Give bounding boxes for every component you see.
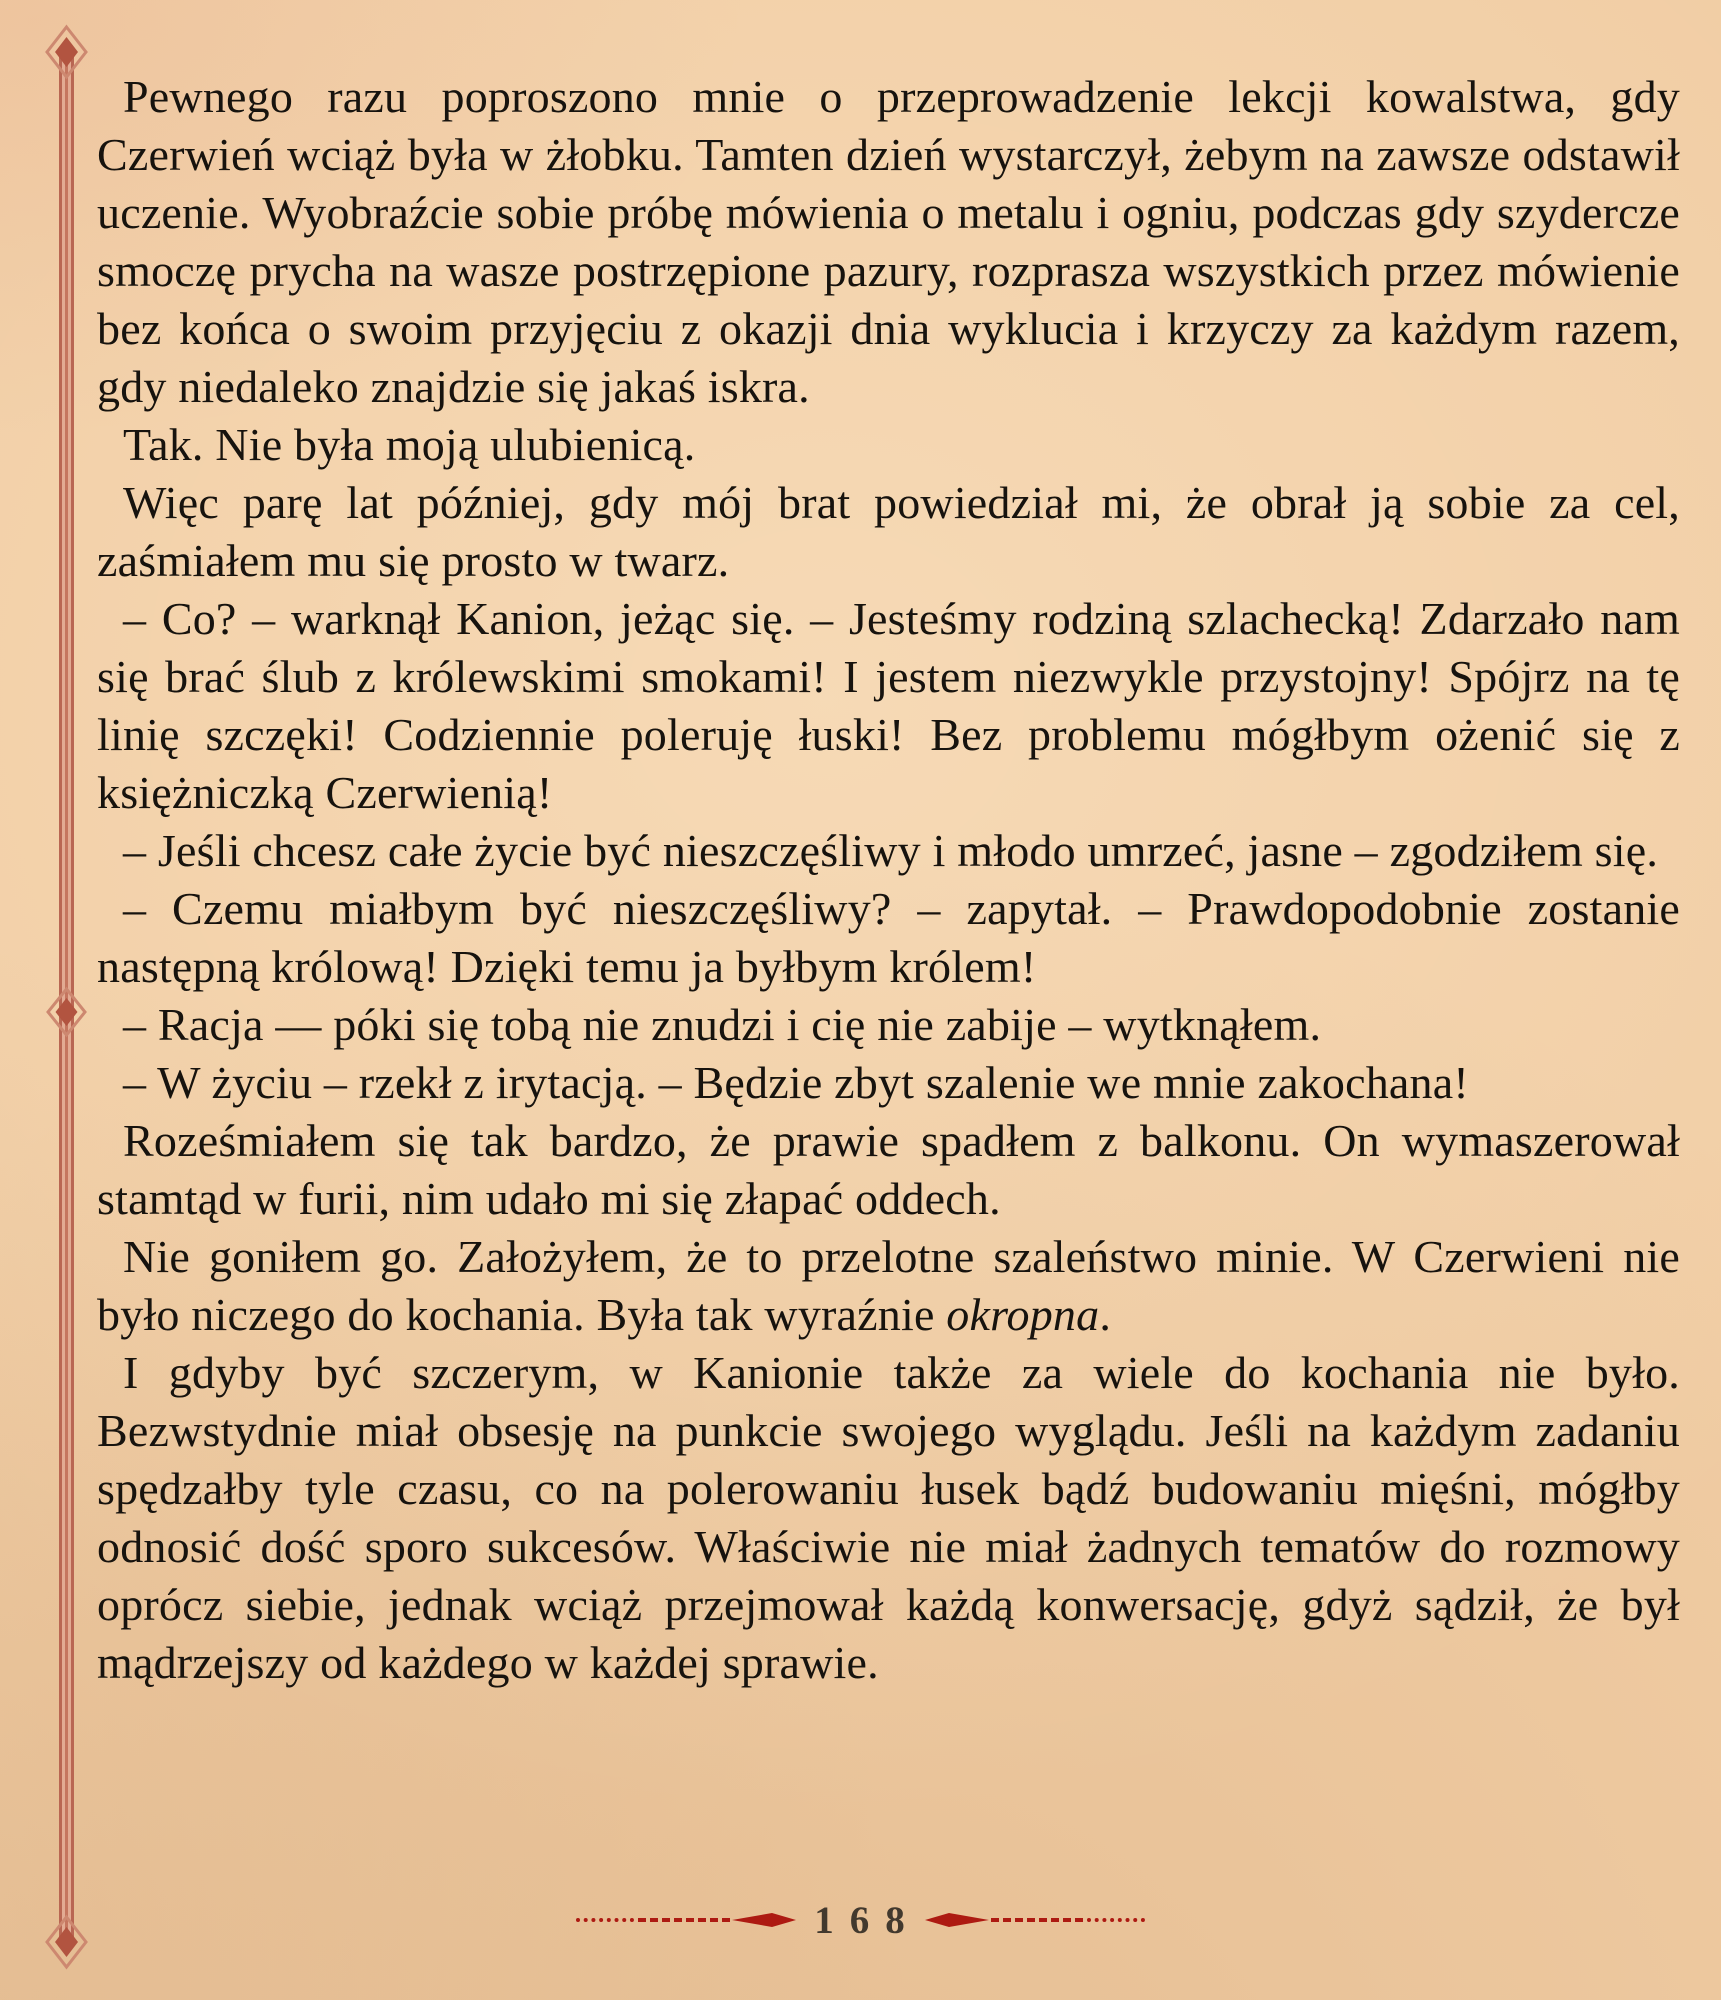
footer-dashed-line-left-icon: [638, 1918, 730, 1922]
text-run: – Racja — póki się tobą nie znudzi i cię nie zabije – wytknąłem.: [123, 999, 1322, 1050]
footer-dotted-line-left-icon: [576, 1918, 634, 1922]
text-run: Więc parę lat później, gdy mój brat powiedział mi, że obrał ją sobie za cel, zaśmiałem mu się prosto w twarz.: [97, 477, 1680, 586]
text-run: – Czemu miałbym być nieszczęśliwy? – zapytał. – Prawdopodobnie zostanie następną królową! Dzięki temu ja byłbym królem!: [97, 883, 1680, 992]
paragraph: [97, 474, 1680, 590]
text-run: – Jeśli chcesz całe życie być nieszczęśliwy i młodo umrzeć, jasne – zgodziłem się.: [123, 825, 1659, 876]
page-footer: [0, 1896, 1721, 1944]
footer-dotted-line-right-icon: [1087, 1918, 1145, 1922]
diamond-icon-top: [44, 24, 89, 80]
paragraph: [97, 822, 1680, 880]
page-number: 168: [814, 1898, 921, 1942]
text-run: I gdyby być szczerym, w Kanionie także za wiele do kochania nie było. Bezwstydnie miał obsesję na punkcie swojego wyglądu. Jeśli na każdym zadaniu spędzałby tyle czasu, co na polerowaniu łusek bądź budowaniu mięśni, mógłby odnosić dość sporo sukcesów. Właściwie nie miał żadnych tematów do rozmowy oprócz siebie, jednak wciąż przejmował każdą konwersację, gdyż sądził, że był mądrzejszy od każdego w każdej sprawie.: [97, 1347, 1680, 1688]
text-run: Nie goniłem go. Założyłem, że to przelotne szaleństwo minie. W Czerwieni nie było niczego do kochania. Była tak wyraźnie: [97, 1231, 1680, 1340]
footer-kite-arrow-left-icon: [925, 1910, 989, 1930]
paragraph: [97, 1112, 1680, 1228]
footer-kite-arrow-right-icon: [732, 1910, 796, 1930]
text-run: Tak. Nie była moją ulubienicą.: [123, 419, 696, 470]
page-text: [97, 68, 1680, 1692]
paragraph: [97, 68, 1680, 416]
paragraph: [97, 1054, 1680, 1112]
text-run: .: [1099, 1289, 1112, 1340]
text-run: – Co? – warknął Kanion, jeżąc się. – Jesteśmy rodziną szlachecką! Zdarzało nam się brać ślub z królewskimi smokami! I jestem niezwykle przystojny! Spójrz na tę linię szczęki! Codziennie poleruję łuski! Bez problemu mógłbym ożenić się z księżniczką Czerwienią!: [97, 593, 1680, 818]
paragraph: [97, 1344, 1680, 1692]
footer-dashed-line-right-icon: [991, 1918, 1083, 1922]
diamond-icon-middle: [44, 984, 89, 1040]
paragraph: [97, 590, 1680, 822]
text-run: Pewnego razu poproszono mnie o przeprowadzenie lekcji kowalstwa, gdy Czerwień wciąż była w żłobku. Tamten dzień wystarczył, żebym na zawsze odstawił uczenie. Wyobraźcie sobie próbę mówienia o metalu i ogniu, podczas gdy szydercze smoczę prycha na wasze postrzępione pazury, rozprasza wszystkich przez mówienie bez końca o swoim przyjęciu z okazji dnia wyklucia i krzyczy za każdym razem, gdy niedaleko znajdzie się jakaś iskra.: [97, 71, 1680, 412]
paragraph: [97, 880, 1680, 996]
paragraph: [97, 996, 1680, 1054]
paragraph: [97, 1228, 1680, 1344]
paragraph: [97, 416, 1680, 474]
text-run: – W życiu – rzekł z irytacją. – Będzie zbyt szalenie we mnie zakochana!: [123, 1057, 1469, 1108]
italic-text-run: okropna: [946, 1289, 1100, 1340]
text-run: Roześmiałem się tak bardzo, że prawie spadłem z balkonu. On wymaszerował stamtąd w furii, nim udało mi się złapać oddech.: [97, 1115, 1680, 1224]
